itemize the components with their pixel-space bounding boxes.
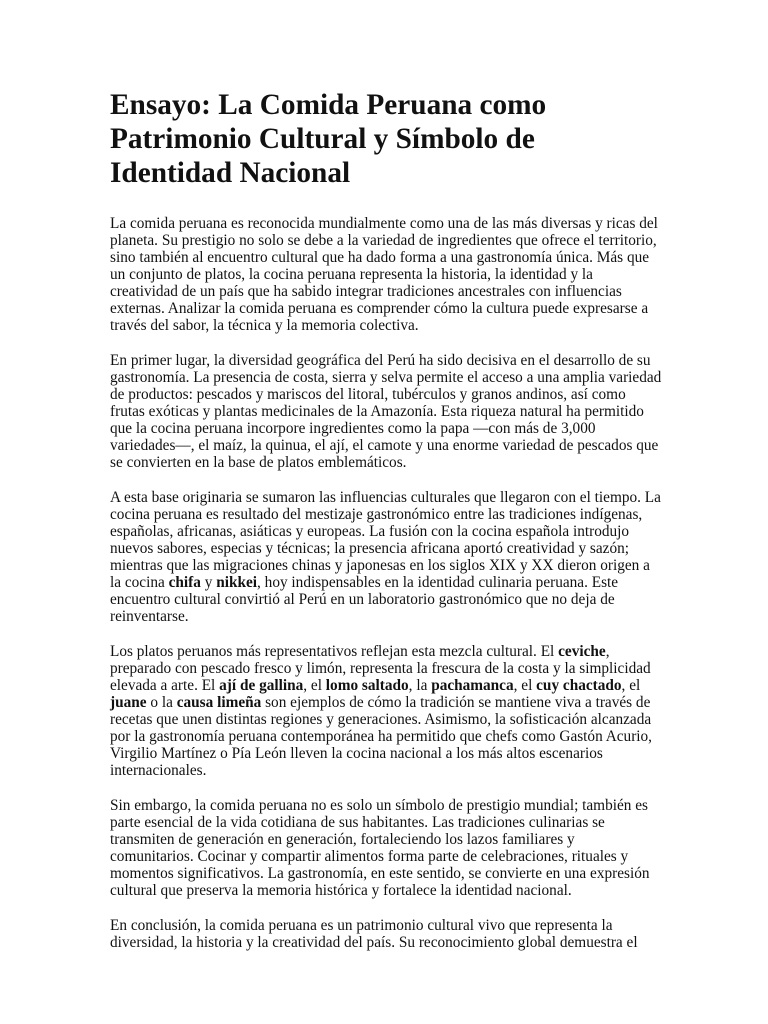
text-run: o la: [146, 694, 177, 711]
bold-term-lomo-saltado: lomo saltado: [325, 677, 409, 694]
document-body: [110, 88, 662, 969]
text-run: Los platos peruanos más representativos reflejan esta mezcla cultural. El: [110, 643, 559, 660]
paragraph-dishes: [110, 643, 662, 779]
bold-term-chifa: chifa: [168, 574, 201, 591]
text-run: , preparado con pescado fresco y limón, representa la frescura de la costa y la simplicidad elevada a arte. El: [110, 643, 651, 694]
text-run: A esta base originaria se sumaron las influencias culturales que llegaron con el tiempo. La cocina peruana es resultado del mestizaje gastronómico entre las tradiciones indígenas, españolas, africanas, asiáticas y europeas. La fusión con la cocina española introdujo nuevos sabores, especias y técnicas; la presencia africana aportó creatividad y sazón; mientras que las migraciones chinas y japonesas en los siglos XIX y XX dieron origen a la cocina: [110, 489, 661, 591]
bold-term-causa-limena: causa limeña: [176, 694, 262, 711]
text-run: , el: [621, 677, 641, 694]
text-run: , la: [408, 677, 432, 694]
bold-term-pachamanca: pachamanca: [431, 677, 514, 694]
bold-term-ceviche: ceviche: [558, 643, 606, 660]
bold-term-juane: juane: [110, 694, 147, 711]
paragraph-geography: En primer lugar, la diversidad geográfica del Perú ha sido decisiva en el desarrollo de su gastronomía. La presencia de costa, sierra y selva permite el acceso a una amplia variedad de productos: pescados y mariscos del litoral, tubérculos y granos andinos, así como frutas exóticas y plantas medicinales de la Amazonía. Esta riqueza natural ha permitido que la cocina peruana incorpore ingredientes como la papa —con más de 3,000 variedades—, el maíz, la quinua, el ají, el camote y una enorme variedad de pescados que se convierten en la base de platos emblemáticos.: [110, 352, 662, 471]
paragraph-conclusion: En conclusión, la comida peruana es un patrimonio cultural vivo que representa la diversidad, la historia y la creatividad del país. Su reconocimiento global demuestra el: [110, 917, 638, 951]
text-run: , hoy indispensables en la identidad culinaria peruana. Este encuentro cultural convirtió al Perú en un laboratorio gastronómico que no deja de reinventarse.: [110, 574, 619, 625]
text-run: son ejemplos de cómo la tradición se mantiene viva a través de recetas que unen distintas regiones y generaciones. Asimismo, la sofisticación alcanzada por la gastronomía peruana contemporánea ha permitido que chefs como Gastón Acurio, Virgilio Martínez o Pía León lleven la cocina nacional a los más altos escenarios internacionales.: [110, 694, 653, 779]
text-run: , el: [513, 677, 537, 694]
text-run: y: [200, 574, 217, 591]
paragraph-influences: [110, 489, 662, 625]
bold-term-cuy-chactado: cuy chactado: [536, 677, 622, 694]
essay-title: Ensayo: La Comida Peruana como Patrimonio Cultural y Símbolo de Identidad Nacional: [110, 89, 547, 189]
paragraph-intro: La comida peruana es reconocida mundialmente como una de las más diversas y ricas del planeta. Su prestigio no solo se debe a la variedad de ingredientes que ofrece el territorio, sino también al encuentro cultural que ha dado forma a una gastronomía única. Más que un conjunto de platos, la cocina peruana representa la historia, la identidad y la creatividad de un país que ha sabido integrar tradiciones ancestrales con influencias externas. Analizar la comida peruana es comprender cómo la cultura puede expresarse a través del sabor, la técnica y la memoria colectiva.: [110, 215, 658, 334]
bold-term-aji-de-gallina: ají de gallina: [219, 677, 304, 694]
text-run: , el: [303, 677, 326, 694]
paragraph-daily-life: Sin embargo, la comida peruana no es solo un símbolo de prestigio mundial; también es parte esencial de la vida cotidiana de sus habitantes. Las tradiciones culinarias se transmiten de generación en generación, fortaleciendo los lazos familiares y comunitarios. Cocinar y compartir alimentos forma parte de celebraciones, rituales y momentos significativos. La gastronomía, en este sentido, se convierte en una expresión cultural que preserva la memoria histórica y fortalece la identidad nacional.: [110, 797, 650, 899]
bold-term-nikkei: nikkei: [216, 574, 258, 591]
